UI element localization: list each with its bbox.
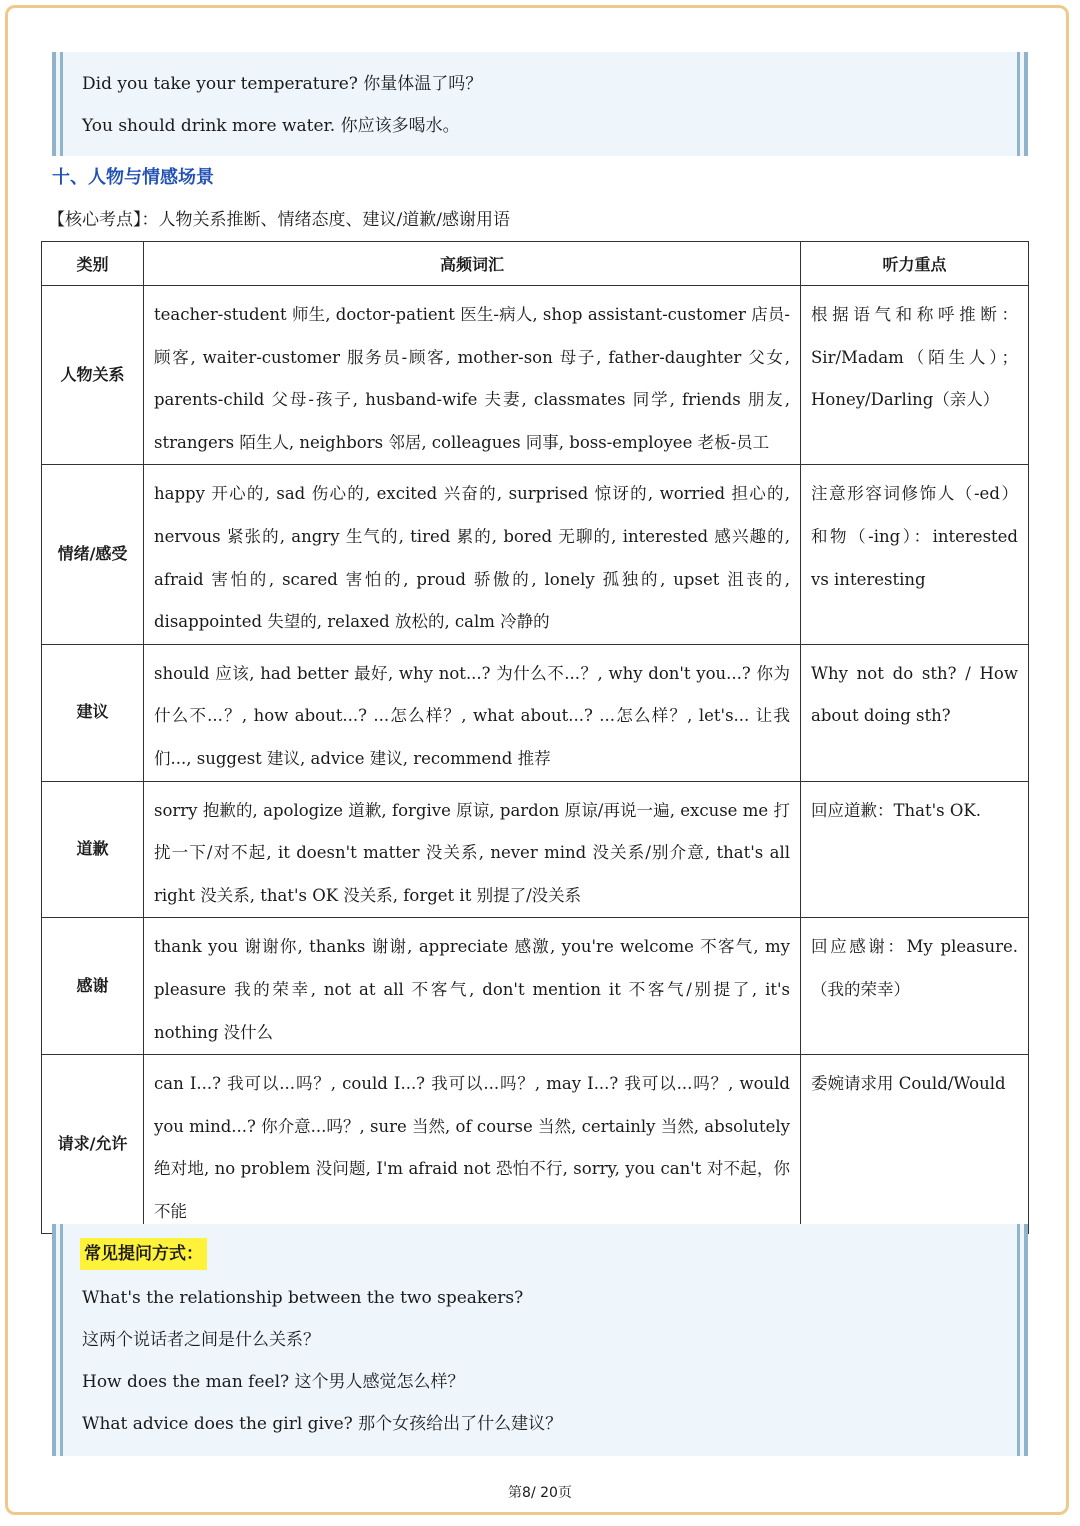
header-focus: 听力重点	[801, 242, 1029, 286]
row-category: 人物关系	[42, 286, 144, 465]
example-line: Did you take your temperature? 你量体温了吗？	[82, 74, 483, 94]
row-category: 道歉	[42, 781, 144, 918]
vocab-table	[41, 241, 1029, 1234]
question-line: What advice does the girl give? 那个女孩给出了什么建议？	[82, 1414, 563, 1434]
callout-left-bar	[52, 52, 66, 156]
question-line: How does the man feel? 这个男人感觉怎么样？	[82, 1372, 465, 1392]
table-row	[42, 781, 1029, 918]
row-category: 情绪/感受	[42, 465, 144, 644]
callout-right-bar	[1014, 1224, 1028, 1456]
row-vocab: teacher-student 师生, doctor-patient 医生-病人, shop assistant-customer 店员-顾客, waiter-customer 服务员-顾客, mother-son 母子, father-daughter 父女, parents-child 父母-孩子, husband-wife 夫妻, classmates 同学, friends 朋友, strangers 陌生人, neighbors 邻居, colleagues 同事, boss-employee 老板-员工	[144, 286, 801, 465]
table-row	[42, 644, 1029, 781]
row-vocab: should 应该, had better 最好, why not...? 为什么不...？, why don't you...? 你为什么不...？, how about...? ...怎么样？, what about...? ...怎么样？, let's... 让我们..., suggest 建议, advice 建议, recommend 推荐	[144, 644, 801, 781]
table-row	[42, 286, 1029, 465]
question-line: 这两个说话者之间是什么关系？	[82, 1330, 320, 1350]
table-header-row	[42, 242, 1029, 286]
question-line: What's the relationship between the two speakers?	[82, 1288, 524, 1308]
header-vocab: 高频词汇	[144, 242, 801, 286]
table-row	[42, 465, 1029, 644]
page-number: 第8/ 20页	[508, 1485, 572, 1501]
row-focus: 委婉请求用 Could/Would	[801, 1055, 1029, 1234]
row-vocab: thank you 谢谢你, thanks 谢谢, appreciate 感激, you're welcome 不客气, my pleasure 我的荣幸, not at all 不客气, don't mention it 不客气/别提了, it's nothing 没什么	[144, 918, 801, 1055]
row-vocab: sorry 抱歉的, apologize 道歉, forgive 原谅, pardon 原谅/再说一遍, excuse me 打扰一下/对不起, it doesn't matter 没关系, never mind 没关系/别介意, that's all right 没关系, that's OK 没关系, forget it 别提了/没关系	[144, 781, 801, 918]
callout-right-bar	[1014, 52, 1028, 156]
example-line: You should drink more water. 你应该多喝水。	[82, 116, 460, 136]
header-category: 类别	[42, 242, 144, 286]
example-callout	[52, 52, 1028, 156]
table-row	[42, 1055, 1029, 1234]
table-row	[42, 918, 1029, 1055]
row-vocab: happy 开心的, sad 伤心的, excited 兴奋的, surprised 惊讶的, worried 担心的, nervous 紧张的, angry 生气的, tired 累的, bored 无聊的, interested 感兴趣的, afraid 害怕的, scared 害怕的, proud 骄傲的, lonely 孤独的, upset 沮丧的, disappointed 失望的, relaxed 放松的, calm 冷静的	[144, 465, 801, 644]
row-category: 建议	[42, 644, 144, 781]
callout-left-bar	[52, 1224, 66, 1456]
row-focus: 注意形容词修饰人（-ed）和物（-ing）：interested vs interesting	[801, 465, 1029, 644]
row-category: 请求/允许	[42, 1055, 144, 1234]
row-category: 感谢	[42, 918, 144, 1055]
row-focus: Why not do sth? / How about doing sth?	[801, 644, 1029, 781]
row-vocab: can I...? 我可以...吗？, could I...? 我可以...吗？, may I...? 我可以...吗？, would you mind...? 你介意...吗？, sure 当然, of course 当然, certainly 当然, absolutely 绝对地, no problem 没问题, I'm afraid not 恐怕不行, sorry, you can't 对不起，你不能	[144, 1055, 801, 1234]
row-focus: 根据语气和称呼推断：Sir/Madam（陌生人）；Honey/Darling（亲人）	[801, 286, 1029, 465]
question-heading: 常见提问方式：	[80, 1238, 207, 1270]
core-points: 【核心考点】：人物关系推断、情绪态度、建议/道歉/感谢用语	[48, 210, 510, 230]
section-title: 十、人物与情感场景	[52, 167, 214, 188]
row-focus: 回应道歉：That's OK.	[801, 781, 1029, 918]
row-focus: 回应感谢：My pleasure.（我的荣幸）	[801, 918, 1029, 1055]
